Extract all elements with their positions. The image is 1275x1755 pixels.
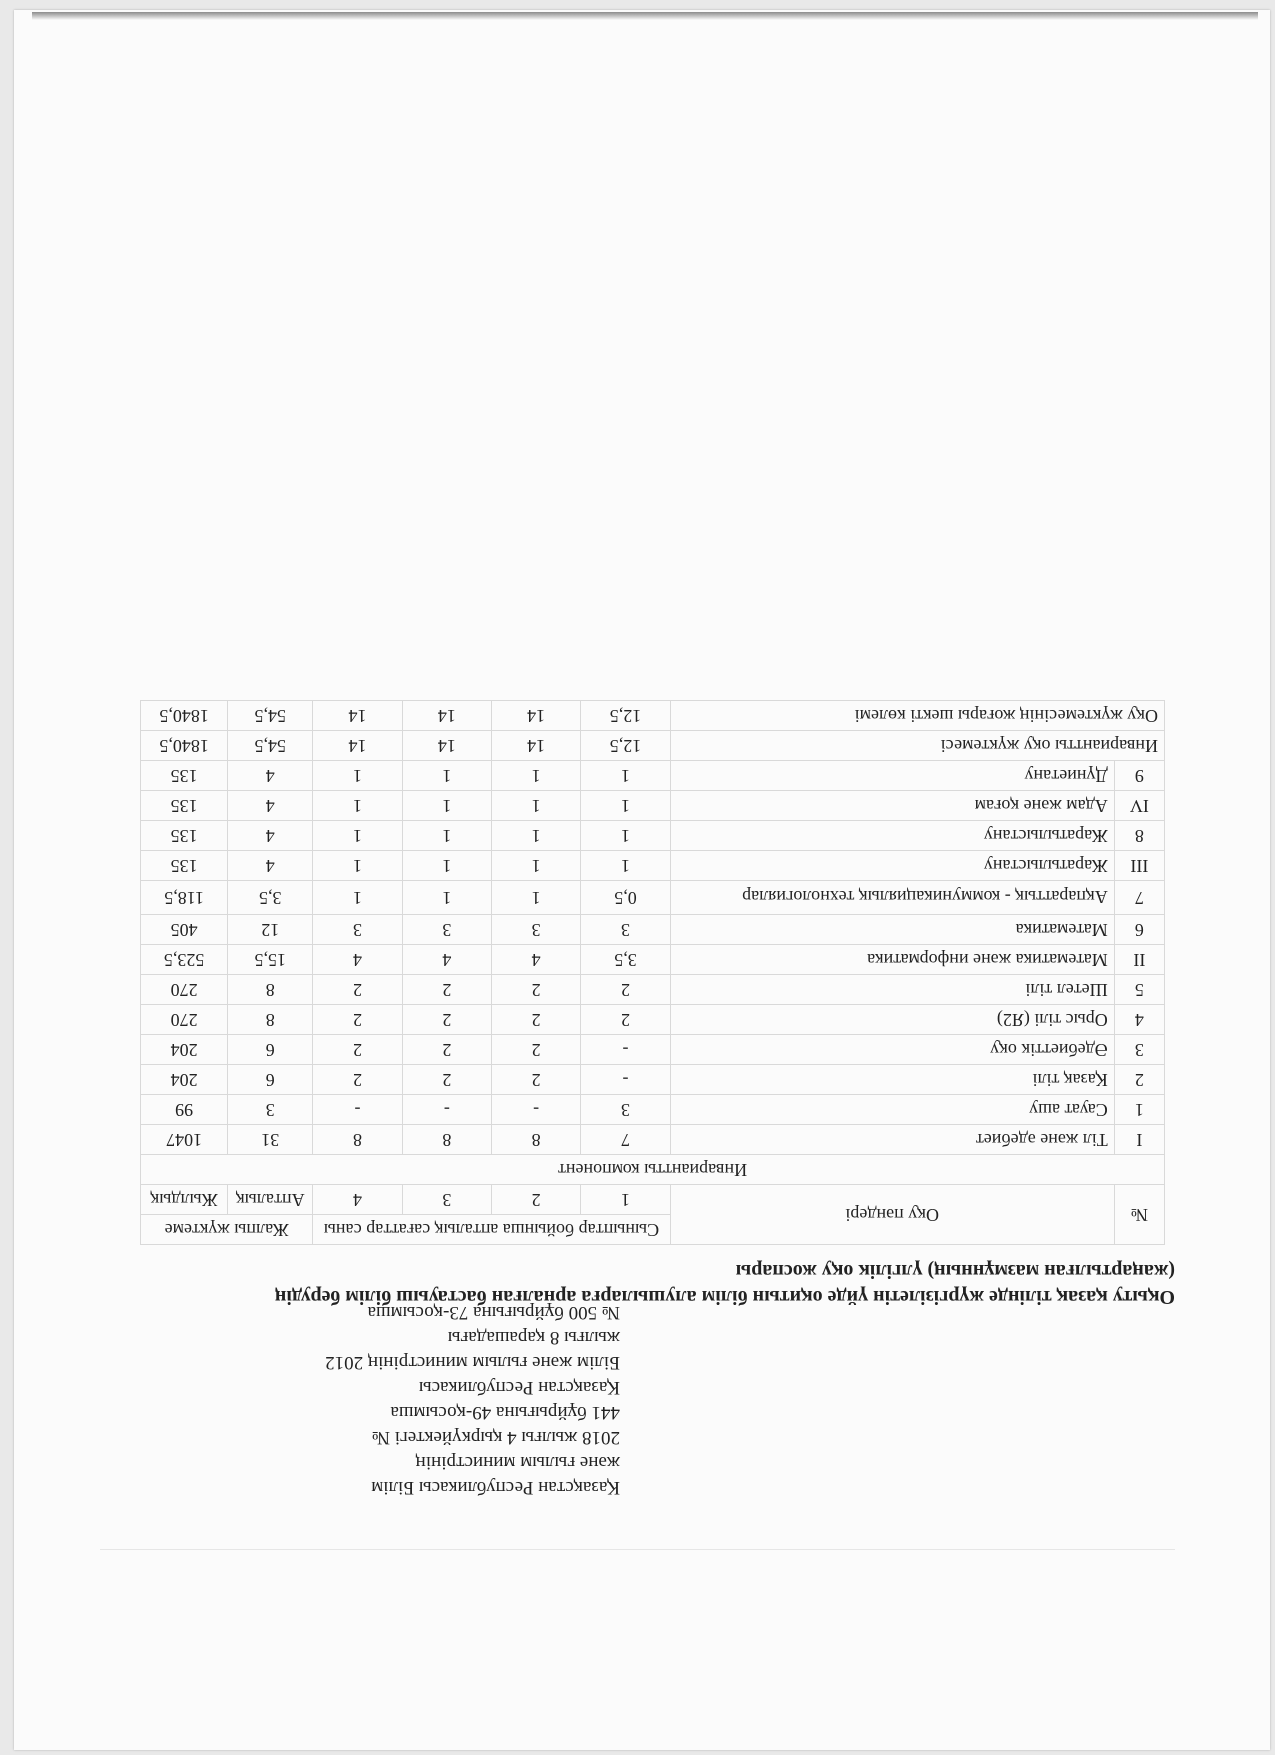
row-subject: Математика xyxy=(670,915,1114,945)
totals-label: Инвариантты оқу жүктемесі xyxy=(670,731,1164,761)
row-grade4: 2 xyxy=(313,1035,402,1065)
row-no: 6 xyxy=(1114,915,1164,945)
stamp-line: Қазақстан Республикасы Білім xyxy=(371,1477,620,1498)
table-header-row xyxy=(141,1215,1165,1245)
row-weekly: 12 xyxy=(228,915,313,945)
row-grade4: 1 xyxy=(313,821,402,851)
table-row xyxy=(141,915,1165,945)
row-grade2: 8 xyxy=(491,1125,580,1155)
section-row xyxy=(141,1155,1165,1185)
row-grade3: 2 xyxy=(402,1065,491,1095)
row-no: 9 xyxy=(1114,761,1164,791)
row-grade2: 2 xyxy=(491,1065,580,1095)
curriculum-table xyxy=(140,700,1165,1245)
row-grade2: 2 xyxy=(491,1005,580,1035)
row-grade2: 2 xyxy=(491,975,580,1005)
row-grade4: 2 xyxy=(313,975,402,1005)
header-total-load: Жалпы жүктеме xyxy=(141,1215,313,1245)
row-grade3: 4 xyxy=(402,945,491,975)
row-weekly: 4 xyxy=(228,791,313,821)
row-grade1: 3 xyxy=(581,915,670,945)
row-subject: Адам және қоғам xyxy=(670,791,1114,821)
document-title: Оқыту қазақ тілінде жүргізілетін үйде оқитын білім алушыларға арналған бастауыш білім берудің (жаңартылған мазмұнның) үлгілік оқу жоспары xyxy=(274,1260,1175,1308)
invariant-component-label: Инвариантты компонент xyxy=(141,1155,1165,1185)
header-weekly-hours: Сыныптар бойынша апталық сағаттар саны xyxy=(313,1215,670,1245)
row-grade2: 1 xyxy=(491,791,580,821)
row-no: II xyxy=(1114,945,1164,975)
stamp-line: 2018 жылғы 4 қыркүйектегі № xyxy=(371,1427,620,1448)
row-grade2: 1 xyxy=(491,851,580,881)
row-grade4: - xyxy=(313,1095,402,1125)
row-grade1: 1 xyxy=(581,761,670,791)
row-subject: Қазақ тілі xyxy=(670,1065,1114,1095)
row-yearly: 270 xyxy=(141,975,228,1005)
table-row xyxy=(141,791,1165,821)
row-grade4: 1 xyxy=(313,791,402,821)
row-grade4: 2 xyxy=(313,1005,402,1035)
order-appendix-stamp xyxy=(190,1300,620,1500)
row-no: 3 xyxy=(1114,1035,1164,1065)
row-grade3: 1 xyxy=(402,821,491,851)
row-grade1: 2 xyxy=(581,1005,670,1035)
row-yearly: 135 xyxy=(141,791,228,821)
totals-grade4: 14 xyxy=(313,731,402,761)
totals-grade3: 14 xyxy=(402,731,491,761)
table-row xyxy=(141,851,1165,881)
row-subject: Орыс тілі (Я2) xyxy=(670,1005,1114,1035)
row-subject: Ақпараттық - коммуникациялық технологиялар xyxy=(670,881,1114,915)
row-grade4: 1 xyxy=(313,881,402,915)
row-grade1: 2 xyxy=(581,975,670,1005)
row-subject: Жаратылыстану xyxy=(670,851,1114,881)
row-grade3: 1 xyxy=(402,791,491,821)
row-subject: Математика және информатика xyxy=(670,945,1114,975)
totals-weekly: 54,5 xyxy=(228,701,313,731)
table-row xyxy=(141,1035,1165,1065)
row-subject: Дүниетану xyxy=(670,761,1114,791)
row-no: 1 xyxy=(1114,1095,1164,1125)
row-no: III xyxy=(1114,851,1164,881)
table-row xyxy=(141,1005,1165,1035)
row-grade3: 1 xyxy=(402,761,491,791)
row-subject: Шетел тілі xyxy=(670,975,1114,1005)
table-row xyxy=(141,1125,1165,1155)
row-subject: Сауат ашу xyxy=(670,1095,1114,1125)
row-grade4: 1 xyxy=(313,761,402,791)
row-grade1: 1 xyxy=(581,851,670,881)
stamp-line: № 500 бұйрығына 73-қосымша xyxy=(367,1302,620,1323)
row-grade4: 2 xyxy=(313,1065,402,1095)
totals-grade1: 12,5 xyxy=(581,731,670,761)
row-no: 7 xyxy=(1114,881,1164,915)
totals-grade2: 14 xyxy=(491,701,580,731)
header-no: № xyxy=(1114,1185,1164,1245)
row-no: I xyxy=(1114,1125,1164,1155)
row-subject: Тіл және әдебиет xyxy=(670,1125,1114,1155)
stamp-line: және ғылым министрінің xyxy=(415,1452,620,1473)
stamp-line: Қазақстан Республикасы xyxy=(418,1377,620,1398)
row-no: 4 xyxy=(1114,1005,1164,1035)
totals-grade3: 14 xyxy=(402,701,491,731)
row-yearly: 523,5 xyxy=(141,945,228,975)
header-weekly: Апталық xyxy=(228,1185,313,1215)
row-grade3: 2 xyxy=(402,1035,491,1065)
row-grade3: 2 xyxy=(402,975,491,1005)
row-grade3: 8 xyxy=(402,1125,491,1155)
row-weekly: 4 xyxy=(228,821,313,851)
row-grade1: - xyxy=(581,1065,670,1095)
totals-label: Оқу жүктемесінің жоғары шекті көлемі xyxy=(670,701,1164,731)
row-grade2: - xyxy=(491,1095,580,1125)
stamp-line: Білім және ғылым министрінің 2012 xyxy=(325,1352,620,1373)
row-subject: Жаратылыстану xyxy=(670,821,1114,851)
row-yearly: 204 xyxy=(141,1065,228,1095)
stamp-line: 441 бұйрығына 49-қосымша xyxy=(390,1402,620,1423)
row-no: 2 xyxy=(1114,1065,1164,1095)
table-row xyxy=(141,945,1165,975)
row-yearly: 405 xyxy=(141,915,228,945)
totals-grade2: 14 xyxy=(491,731,580,761)
row-no: 8 xyxy=(1114,821,1164,851)
row-grade2: 1 xyxy=(491,821,580,851)
totals-yearly: 1840,5 xyxy=(141,731,228,761)
row-weekly: 4 xyxy=(228,761,313,791)
row-weekly: 3 xyxy=(228,1095,313,1125)
row-grade1: 7 xyxy=(581,1125,670,1155)
totals-row xyxy=(141,701,1165,731)
row-grade2: 1 xyxy=(491,881,580,915)
totals-yearly: 1840,5 xyxy=(141,701,228,731)
row-grade1: 3,5 xyxy=(581,945,670,975)
table-row xyxy=(141,821,1165,851)
header-subjects: Оқу пәндері xyxy=(670,1185,1114,1245)
row-weekly: 4 xyxy=(228,851,313,881)
row-grade4: 4 xyxy=(313,945,402,975)
row-weekly: 8 xyxy=(228,975,313,1005)
stamp-line: жылғы 8 қарашадағы xyxy=(447,1327,620,1348)
table-row xyxy=(141,1065,1165,1095)
row-yearly: 118,5 xyxy=(141,881,228,915)
header-grade: 1 xyxy=(581,1185,670,1215)
header-grade: 4 xyxy=(313,1185,402,1215)
row-grade1: 1 xyxy=(581,791,670,821)
row-yearly: 135 xyxy=(141,851,228,881)
row-yearly: 135 xyxy=(141,761,228,791)
row-grade2: 1 xyxy=(491,761,580,791)
row-weekly: 15,5 xyxy=(228,945,313,975)
row-yearly: 135 xyxy=(141,821,228,851)
row-grade1: - xyxy=(581,1035,670,1065)
row-weekly: 3,5 xyxy=(228,881,313,915)
row-grade3: 1 xyxy=(402,881,491,915)
row-grade3: 2 xyxy=(402,1005,491,1035)
row-no: 5 xyxy=(1114,975,1164,1005)
header-yearly: Жылдық xyxy=(141,1185,228,1215)
row-grade4: 3 xyxy=(313,915,402,945)
table-row xyxy=(141,761,1165,791)
row-weekly: 31 xyxy=(228,1125,313,1155)
table-row xyxy=(141,1095,1165,1125)
row-subject: Әдебиеттік оқу xyxy=(670,1035,1114,1065)
table-row xyxy=(141,975,1165,1005)
row-yearly: 99 xyxy=(141,1095,228,1125)
row-grade2: 4 xyxy=(491,945,580,975)
row-weekly: 6 xyxy=(228,1065,313,1095)
row-grade1: 1 xyxy=(581,821,670,851)
totals-grade1: 12,5 xyxy=(581,701,670,731)
row-yearly: 204 xyxy=(141,1035,228,1065)
row-weekly: 6 xyxy=(228,1035,313,1065)
row-no: IV xyxy=(1114,791,1164,821)
row-grade1: 0,5 xyxy=(581,881,670,915)
row-grade4: 1 xyxy=(313,851,402,881)
totals-grade4: 14 xyxy=(313,701,402,731)
row-yearly: 1047 xyxy=(141,1125,228,1155)
row-grade4: 8 xyxy=(313,1125,402,1155)
row-grade3: - xyxy=(402,1095,491,1125)
row-yearly: 270 xyxy=(141,1005,228,1035)
row-grade2: 3 xyxy=(491,915,580,945)
header-grade: 3 xyxy=(402,1185,491,1215)
table-row xyxy=(141,881,1165,915)
totals-row xyxy=(141,731,1165,761)
row-grade3: 1 xyxy=(402,851,491,881)
totals-weekly: 54,5 xyxy=(228,731,313,761)
row-grade2: 2 xyxy=(491,1035,580,1065)
header-grade: 2 xyxy=(491,1185,580,1215)
row-grade1: 3 xyxy=(581,1095,670,1125)
row-grade3: 3 xyxy=(402,915,491,945)
row-weekly: 8 xyxy=(228,1005,313,1035)
